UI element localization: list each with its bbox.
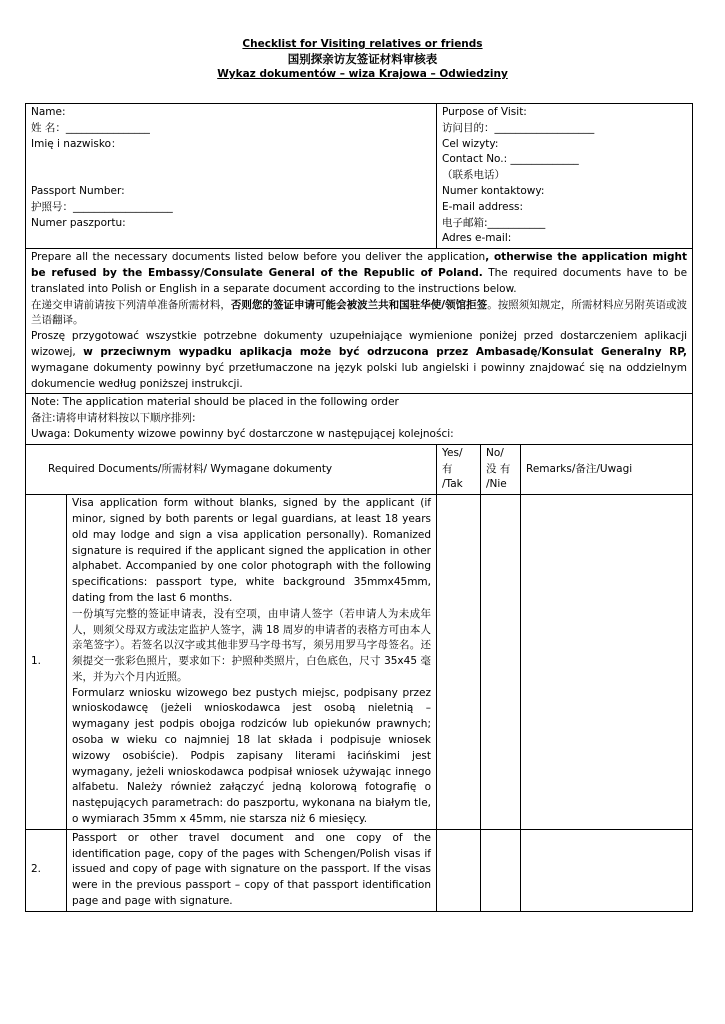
item-text-chinese: 一份填写完整的签证申请表，没有空项，由申请人签字（若申请人为未成年人，则须父母双方或法定监护人签字，满 18 周岁的申请者的表格方可由本人亲笔签字）。若签名以汉字或其他非罗马字母书写，须另用罗马字母签名。还须提交一张彩色照片，要求如下：护照种类照片，白色底色，尺寸 35x45 毫米，并为六个月内近照。 bbox=[72, 607, 431, 683]
name-label-en: Name: bbox=[31, 106, 66, 118]
purpose-label-en: Purpose of Visit: bbox=[442, 106, 527, 118]
table-row bbox=[26, 495, 693, 830]
item-number: 2. bbox=[26, 829, 67, 911]
purpose-field-cn[interactable]: 访问目的：___________________ bbox=[442, 121, 595, 134]
email-label-en: E-mail address: bbox=[442, 200, 524, 213]
email-field-cn[interactable]: 电子邮箱:___________ bbox=[442, 216, 546, 229]
item-text-english: Visa application form without blanks, signed by the applicant (if minor, signed by both parents or legal guardians, at least 18 years old may lodge and sign a visa application personally). Romanized signature is required if the applicant signed the application in other alphabet. Accompanied by one color photograph with the following specifications: passport type, white background 35mmx45mm, dating from the last 6 months. bbox=[72, 497, 431, 604]
instructions-row bbox=[26, 249, 693, 394]
no-checkbox-cell[interactable] bbox=[481, 829, 521, 911]
contact-label-cn: （联系电话） bbox=[442, 169, 505, 182]
title-polish: Wykaz dokumentów – wiza Krajowa – Odwiedziny bbox=[217, 68, 508, 80]
applicant-info-row bbox=[26, 104, 693, 249]
applicant-identity-cell bbox=[26, 104, 437, 249]
passport-label-pl: Numer paszportu: bbox=[31, 216, 126, 229]
column-header-yes: Yes/ 有 /Tak bbox=[437, 444, 481, 494]
column-header-remarks: Remarks/备注/Uwagi bbox=[521, 444, 693, 494]
title-english: Checklist for Visiting relatives or friends bbox=[242, 38, 483, 50]
column-header-row bbox=[26, 444, 693, 494]
checklist-table bbox=[25, 103, 693, 912]
table-row bbox=[26, 829, 693, 911]
passport-field-cn[interactable]: 护照号：___________________ bbox=[31, 200, 173, 213]
column-header-no: No/ 没 有 /Nie bbox=[481, 444, 521, 494]
name-label-pl: Imię i nazwisko： bbox=[31, 137, 122, 150]
contact-label-pl: Numer kontaktowy: bbox=[442, 184, 545, 197]
contact-field-en[interactable]: Contact No.: _____________ bbox=[442, 153, 579, 166]
document-header bbox=[0, 37, 725, 82]
note-chinese: 备注:请将申请材料按以下顺序排列: bbox=[31, 412, 196, 425]
item-description bbox=[67, 495, 437, 830]
instructions-chinese: 在递交申请前请按下列清单准备所需材料，否则您的签证申请可能会被波兰共和国驻华使/领馆拒签。按照须知规定，所需材料应另附英语或波兰语翻译。 bbox=[31, 298, 688, 327]
order-note-row bbox=[26, 394, 693, 444]
instructions-polish: Proszę przygotować wszystkie potrzebne dokumenty uzupełniające wymienione poniżej przed dostarczeniem aplikacji wizowej, w przeciwnym wypadku aplikacja może być odrzucona przez Ambasadę/Konsulat Generalny RP, wymagane dokumenty powinny być przetłumaczone na język polski lub angielski i powinny znajdować się na oddzielnym dokumencie według poniższej instrukcji. bbox=[31, 330, 688, 390]
remarks-cell[interactable] bbox=[521, 495, 693, 830]
email-label-pl: Adres e-mail: bbox=[442, 232, 512, 245]
note-english: Note: The application material should be placed in the following order bbox=[31, 396, 399, 409]
yes-checkbox-cell[interactable] bbox=[437, 829, 481, 911]
applicant-contact-cell bbox=[437, 104, 693, 249]
note-polish: Uwaga: Dokumenty wizowe powinny być dostarczone w następującej kolejności: bbox=[31, 427, 454, 440]
title-chinese: 国别探亲访友签证材料审核表 bbox=[287, 52, 438, 66]
purpose-label-pl: Cel wizyty: bbox=[442, 137, 499, 150]
order-note-cell bbox=[26, 394, 693, 444]
yes-checkbox-cell[interactable] bbox=[437, 495, 481, 830]
passport-label-en: Passport Number: bbox=[31, 184, 125, 197]
item-text-polish: Formularz wniosku wizowego bez pustych miejsc, podpisany przez wnioskodawcę (jeżeli wnioskodawca jest osobą nieletnią – wymagany jest podpis obojga rodziców lub opiekunów prawnych; osoba w wieku co najmniej 18 lat składa i podpisuje wniosek wizowy osobiście). Podpis zapisany literami łacińskimi jest wymagany, jeżeli wnioskodawca podpisał wniosek używając innego alfabetu. Należy również załączyć jedną kolorową fotografię o następujących parametrach: do paszportu, wykonana na białym tle, o wymiarach 35mm x 45mm, nie starsza niż 6 miesięcy. bbox=[72, 686, 431, 826]
instructions-english: Prepare all the necessary documents listed below before you deliver the application, otherwise the application might be refused by the Embassy/Consulate General of the Republic of Poland. The required documents have to be translated into Polish or English in a separate document according to the instructions below. bbox=[31, 251, 688, 295]
name-field-cn[interactable]: 姓 名：________________ bbox=[31, 121, 150, 134]
remarks-cell[interactable] bbox=[521, 829, 693, 911]
instructions-cell bbox=[26, 249, 693, 394]
item-number: 1. bbox=[26, 495, 67, 830]
item-text-english: Passport or other travel document and one copy of the identification page, copy of the pages with Schengen/Polish visas if issued and copy of page with signature on the passport. If the visas were in the previous passport – copy of that passport identification page and page with signature. bbox=[72, 831, 431, 908]
column-header-required: Required Documents/所需材料/ Wymagane dokumenty bbox=[26, 444, 437, 494]
item-description bbox=[67, 829, 437, 911]
no-checkbox-cell[interactable] bbox=[481, 495, 521, 830]
